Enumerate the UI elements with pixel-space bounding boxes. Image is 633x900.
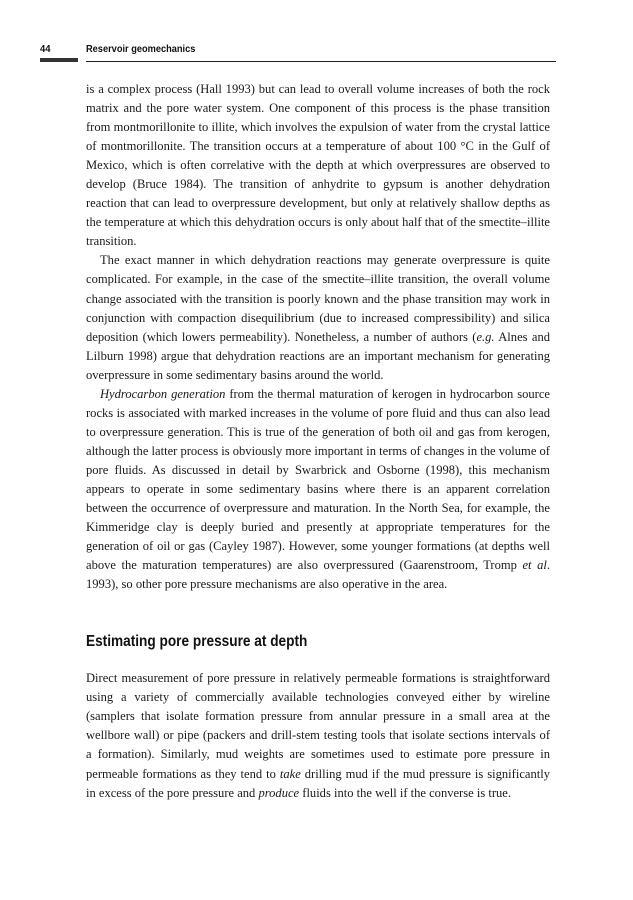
term-hydrocarbon-generation: Hydrocarbon generation — [100, 386, 226, 401]
page-number: 44 — [40, 43, 51, 55]
running-title: Reservoir geomechanics — [86, 43, 196, 55]
italic-produce: produce — [258, 785, 300, 800]
paragraph-hydrocarbon-generation — [86, 385, 550, 595]
paragraph-dehydration-intro: is a complex process (Hall 1993) but can lead to overall volume increases of both the rock matrix and the pore water system. One component of this process is the phase transition from montmorillonite to illite, which involves the expulsion of water from the crystal lattice of montmorillonite. The transition occurs at a temperature of about 100 °C in the Gulf of Mexico, which is often correlative with the depth at which overpressures are observed to develop (Bruce 1984). The transition of anhydrite to gypsum is another dehydration reaction that can lead to overpressure development, but only at relatively shallow depths as the temperature at which this dehydration occurs is only about half that of the smectite–illite transition. — [86, 82, 550, 249]
italic-et-al: et al — [522, 558, 547, 573]
section-title: Estimating pore pressure at depth — [86, 633, 308, 651]
paragraph-direct-measurement — [86, 669, 550, 802]
header-rule — [86, 61, 556, 62]
text-span: Direct measurement of pore pressure in relatively permeable formations is straightforward using a variety of commercially available technologies conveyed either by wireline (samplers that isolate formation pressure from annular pressure in a small area at the wellbore wall) or pipe (packers and drill-stem testing tools that isolate sections intervals of a formation). Similarly, mud weights are sometimes used to estimate pore pressure in permeable formations as they tend to — [86, 671, 550, 781]
text-span: fluids into the well if the converse is true. — [299, 785, 511, 800]
body-text — [86, 80, 550, 803]
text-span: The exact manner in which dehydration reactions may generate overpressure is quite complicated. For example, in the case of the smectite–illite transition, the overall volume change associated with the transition is poorly known and the phase transition may work in conjunction with compaction disequilibrium (due to increased compressibility) and silica deposition (which lowers permeability). Nonetheless, a number of authors ( — [86, 253, 550, 344]
paragraph-dehydration-mechanism — [86, 251, 550, 384]
page-header — [40, 43, 556, 65]
text-span: Alnes and Lilburn 1998) argue that dehydration reactions are an important mechanism for generating overpressure in some sedimentary basins around the world. — [86, 329, 550, 382]
italic-eg: e.g. — [476, 329, 495, 344]
text-span: from the thermal maturation of kerogen in hydrocarbon source rocks is associated with marked increases in the volume of pore fluid and thus can also lead to overpressure generation. This is true of the generation of both oil and gas from kerogen, although the latter process is obviously more important in terms of changes in the volume of pore fluids. As discussed in detail by Swarbrick and Osborne (1998), this mechanism appears to operate in some sedimentary basins where there is an apparent correlation between the occurrence of overpressure and maturation. In the North Sea, for example, the Kimmeridge clay is deeply buried and presently at appropriate temperatures for the generation of oil or gas (Cayley 1987). However, some younger formations (at depths well above the maturation temperatures) are also overpressured (Gaarenstroom, Tromp — [86, 386, 550, 573]
header-bar — [40, 58, 78, 62]
text-span: drilling mud if the mud pressure is significantly in excess of the pore pressure and — [86, 766, 550, 800]
text-span: . 1993), so other pore pressure mechanisms are also operative in the area. — [86, 558, 550, 592]
italic-take: take — [279, 766, 301, 781]
